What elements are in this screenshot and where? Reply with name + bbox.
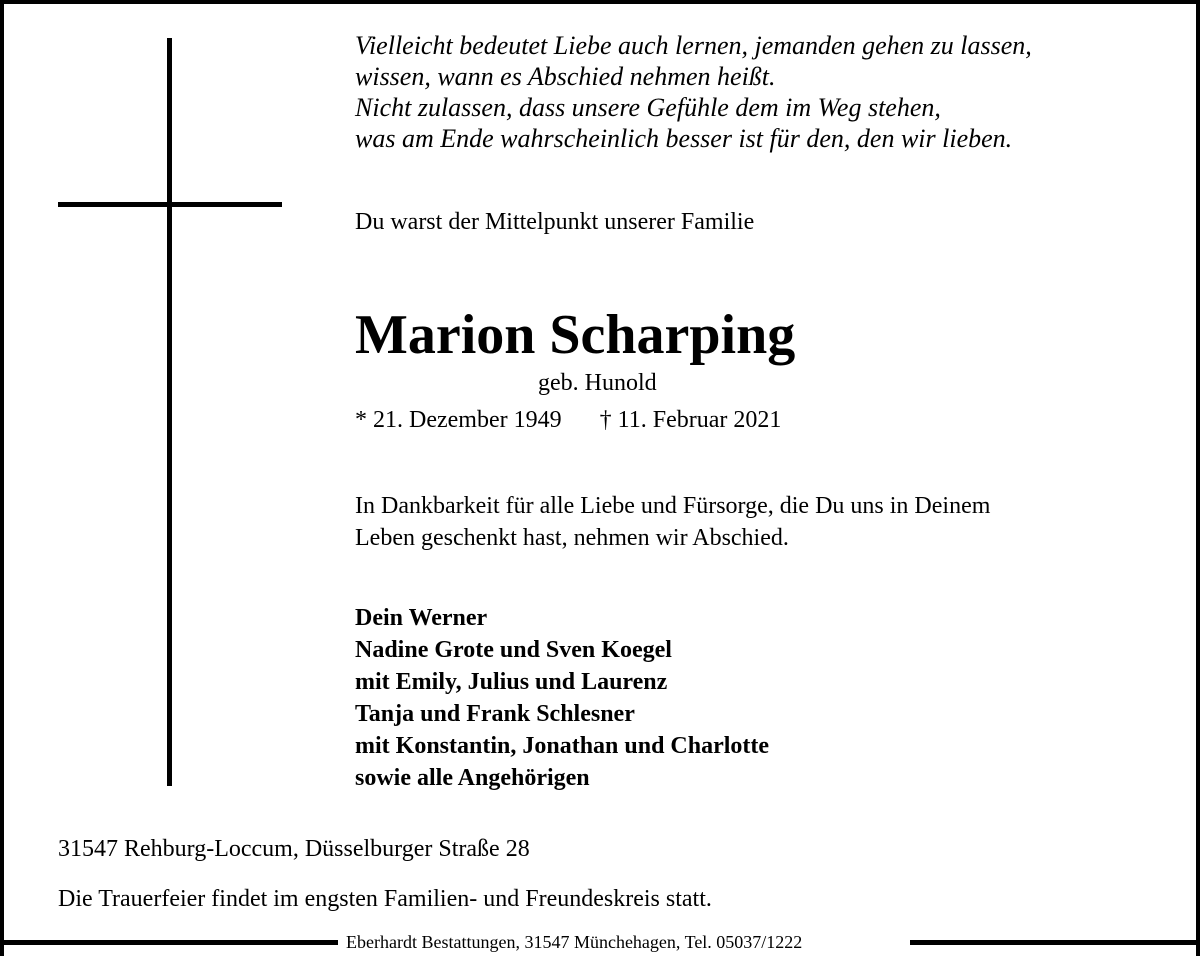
mourner-line: Tanja und Frank Schlesner [355, 701, 635, 727]
mourner-line: mit Emily, Julius und Laurenz [355, 669, 668, 695]
poem-line: Vielleicht bedeutet Liebe auch lernen, jemanden gehen zu lassen, [355, 31, 1032, 60]
address: 31547 Rehburg-Loccum, Düsselburger Straße 28 [58, 836, 530, 862]
poem-line: was am Ende wahrscheinlich besser ist für den, den wir lieben. [355, 124, 1013, 153]
ceremony-notice: Die Trauerfeier findet im engsten Familien- und Freundeskreis statt. [58, 886, 712, 912]
death-date: † 11. Februar 2021 [599, 407, 782, 433]
gratitude-line: In Dankbarkeit für alle Liebe und Fürsorge, die Du uns in Deinem [355, 493, 991, 519]
footer-rule-right [910, 940, 1200, 945]
gratitude-line: Leben geschenkt hast, nehmen wir Abschied. [355, 525, 789, 551]
mourner-line: Dein Werner [355, 605, 488, 631]
poem-line: wissen, wann es Abschied nehmen heißt. [355, 62, 776, 91]
deceased-name: Marion Scharping [355, 304, 796, 366]
mourner-line: Nadine Grote und Sven Koegel [355, 637, 672, 663]
life-dates [355, 403, 781, 437]
gratitude-text [355, 490, 990, 554]
mourners-list [355, 602, 769, 794]
mourner-line: mit Konstantin, Jonathan und Charlotte [355, 733, 770, 759]
undertaker-footer: Eberhardt Bestattungen, 31547 Münchehagen, Tel. 05037/1222 [346, 932, 803, 952]
mourner-line: sowie alle Angehörigen [355, 765, 590, 791]
cross-horizontal-bar [58, 202, 282, 207]
footer-rule-left [0, 940, 338, 945]
dedication-line: Du warst der Mittelpunkt unserer Familie [355, 209, 755, 235]
cross-vertical-bar [167, 38, 172, 786]
poem-line: Nicht zulassen, dass unsere Gefühle dem im Weg stehen, [355, 93, 941, 122]
poem [355, 30, 1032, 154]
birth-date: * 21. Dezember 1949 [355, 407, 562, 433]
maiden-name: geb. Hunold [538, 370, 657, 396]
